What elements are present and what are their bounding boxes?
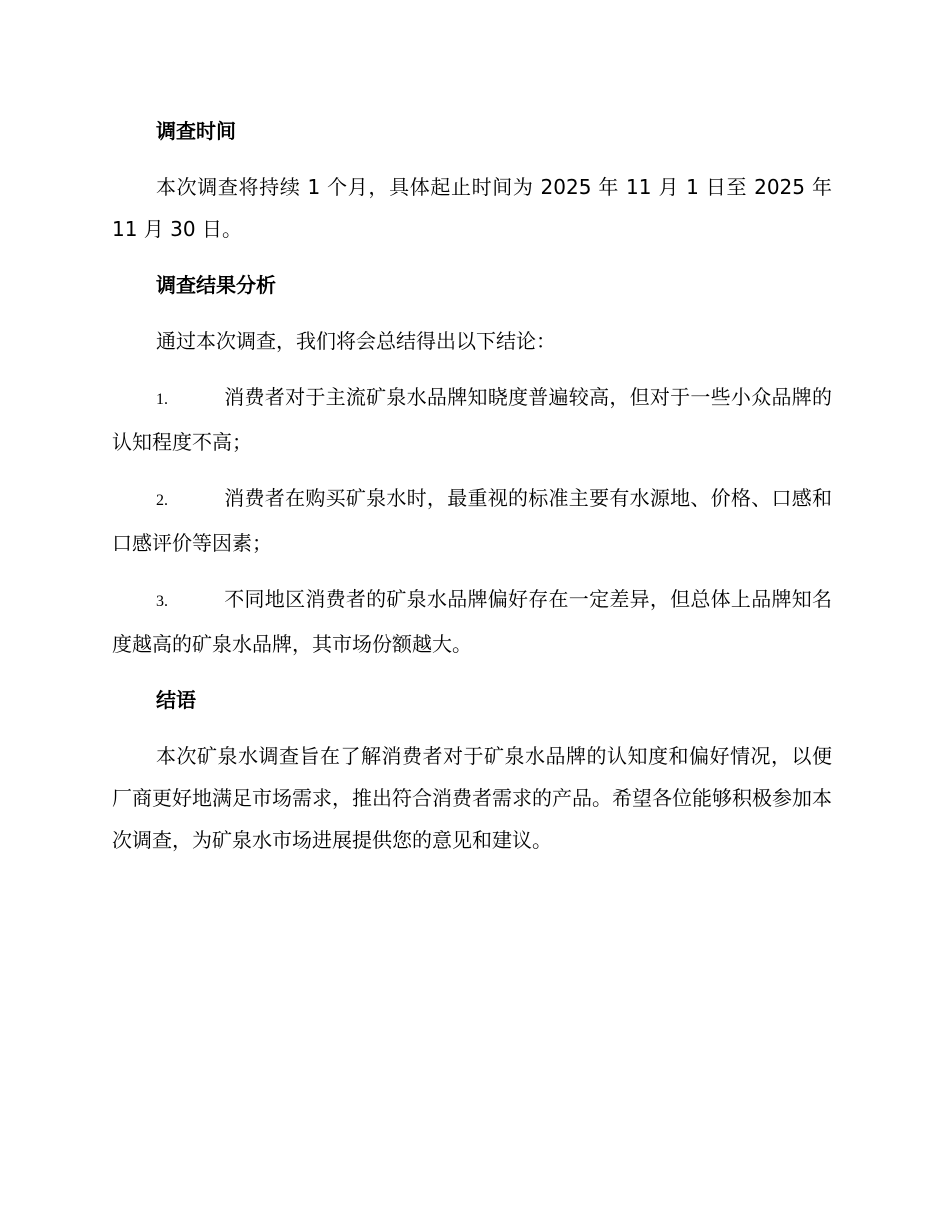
list-item (112, 578, 832, 665)
list-item-number: 3. (156, 593, 168, 610)
section-heading-survey-time: 调查时间 (156, 119, 236, 143)
list-item (112, 376, 832, 463)
list-item-text: 消费者对于主流矿泉水品牌知晓度普遍较高，但对于一些小众品牌的认知程度不高； (112, 385, 832, 454)
list-item-number: 1. (156, 391, 168, 408)
document-body (112, 110, 832, 875)
results-intro-paragraph: 通过本次调查，我们将会总结得出以下结论： (156, 329, 556, 353)
survey-time-paragraph: 本次调查将持续 1 个月，具体起止时间为 2025 年 11 月 1 日至 2025 年 11 月 30 日。 (112, 175, 832, 241)
section-heading-results-analysis: 调查结果分析 (156, 273, 276, 297)
list-item-text: 消费者在购买矿泉水时，最重视的标准主要有水源地、价格、口感和口感评价等因素； (112, 486, 832, 555)
conclusion-paragraph: 本次矿泉水调查旨在了解消费者对于矿泉水品牌的认知度和偏好情况，以便厂商更好地满足市场需求，推出符合消费者需求的产品。希望各位能够积极参加本次调查，为矿泉水市场进展提供您的意见和建议。 (112, 744, 832, 852)
list-item-text: 不同地区消费者的矿泉水品牌偏好存在一定差异，但总体上品牌知名度越高的矿泉水品牌，其市场份额越大。 (112, 587, 832, 656)
list-item-number: 2. (156, 492, 168, 509)
list-item (112, 477, 832, 564)
section-heading-conclusion: 结语 (156, 688, 196, 712)
